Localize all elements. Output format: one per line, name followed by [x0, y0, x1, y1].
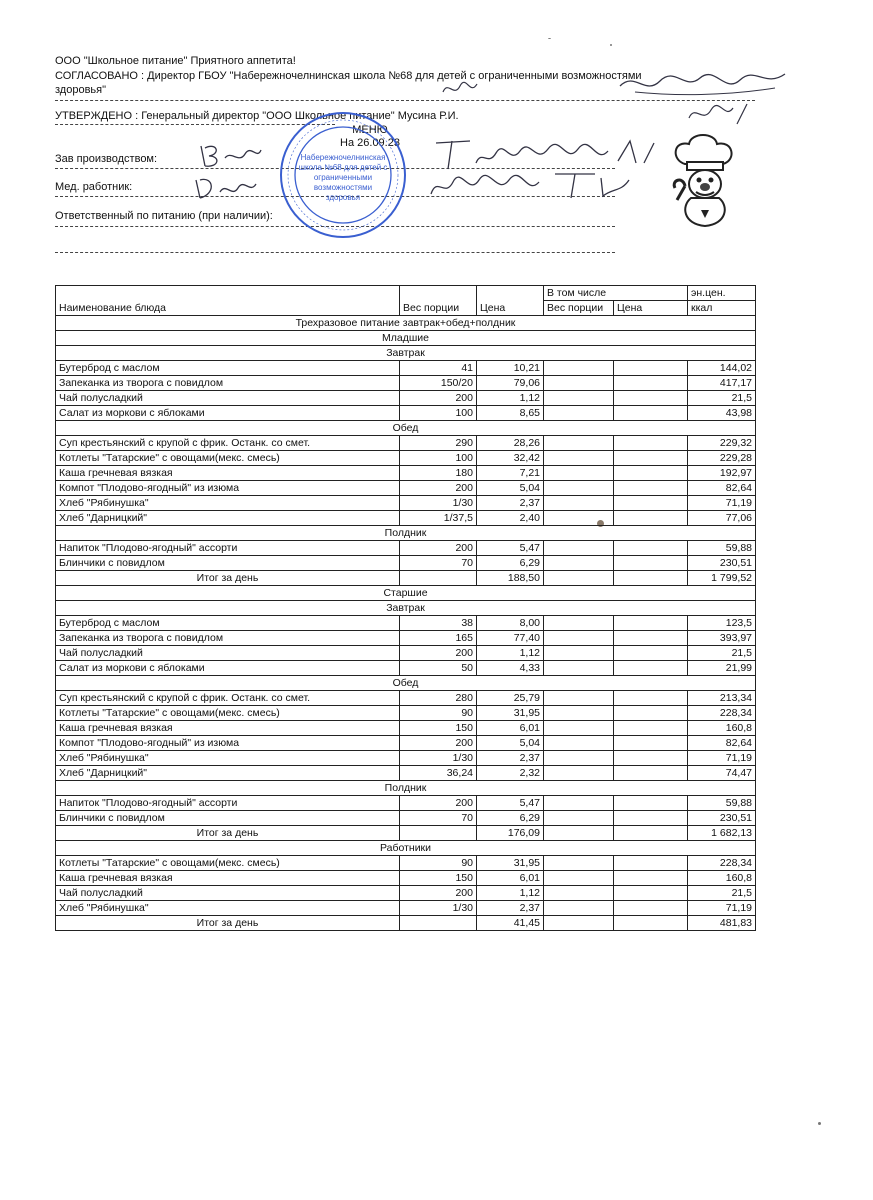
dish-incl-weight [544, 631, 614, 646]
dish-weight: 38 [400, 616, 477, 631]
dish-name: Салат из моркови с яблоками [56, 406, 400, 421]
signature-approved [685, 100, 755, 128]
menu-date: На 26.09.23 [340, 137, 400, 149]
svg-text:ограниченными: ограниченными [313, 173, 373, 182]
production-head-label: Зав производством: [55, 153, 158, 165]
col-header-price: Цена [477, 286, 544, 316]
dish-incl-price [614, 391, 688, 406]
table-row [56, 496, 756, 511]
total-weight [400, 826, 477, 841]
dish-name: Чай полусладкий [56, 886, 400, 901]
section-row [56, 781, 756, 796]
total-kcal: 481,83 [688, 916, 756, 931]
dish-incl-price [614, 436, 688, 451]
section-label: Работники [56, 841, 756, 856]
dish-name: Каша гречневая вязкая [56, 466, 400, 481]
dish-name: Блинчики с повидлом [56, 556, 400, 571]
dish-weight: 1/30 [400, 496, 477, 511]
company-line: ООО "Школьное питание" Приятного аппетита! [55, 55, 296, 67]
total-row [56, 571, 756, 586]
dish-weight: 70 [400, 811, 477, 826]
table-row [56, 541, 756, 556]
svg-text:возможностями: возможностями [313, 183, 373, 192]
dish-incl-price [614, 721, 688, 736]
table-row [56, 361, 756, 376]
dish-incl-weight [544, 451, 614, 466]
dish-weight: 180 [400, 466, 477, 481]
total-weight [400, 571, 477, 586]
medic-label: Мед. работник: [55, 181, 133, 193]
dish-incl-weight [544, 541, 614, 556]
dish-kcal: 82,64 [688, 736, 756, 751]
section-row [56, 331, 756, 346]
dish-incl-price [614, 376, 688, 391]
section-label: Полдник [56, 526, 756, 541]
dish-incl-weight [544, 646, 614, 661]
dish-kcal: 192,97 [688, 466, 756, 481]
dish-name: Хлеб "Рябинушка" [56, 751, 400, 766]
section-label: Завтрак [56, 346, 756, 361]
dish-name: Хлеб "Дарницкий" [56, 511, 400, 526]
table-row [56, 661, 756, 676]
dish-price: 1,12 [477, 391, 544, 406]
total-price: 176,09 [477, 826, 544, 841]
dish-incl-weight [544, 616, 614, 631]
dish-price: 7,21 [477, 466, 544, 481]
dish-kcal: 229,32 [688, 436, 756, 451]
dish-incl-price [614, 361, 688, 376]
dish-kcal: 74,47 [688, 766, 756, 781]
dish-price: 4,33 [477, 661, 544, 676]
section-label: Полдник [56, 781, 756, 796]
dish-price: 8,00 [477, 616, 544, 631]
dish-price: 2,40 [477, 511, 544, 526]
dish-kcal: 71,19 [688, 496, 756, 511]
dish-price: 32,42 [477, 451, 544, 466]
table-row [56, 436, 756, 451]
section-label: Старшие [56, 586, 756, 601]
svg-text:Набережночелнинская: Набережночелнинская [300, 153, 386, 162]
col-header-kcal: ккал [688, 301, 756, 316]
section-label: Обед [56, 676, 756, 691]
total-incl-weight [544, 826, 614, 841]
dish-name: Котлеты "Татарские" с овощами(мекс. смесь) [56, 706, 400, 721]
scan-speck [548, 38, 551, 39]
dish-incl-weight [544, 706, 614, 721]
dish-weight: 200 [400, 391, 477, 406]
section-row [56, 346, 756, 361]
dish-incl-weight [544, 496, 614, 511]
total-price: 41,45 [477, 916, 544, 931]
dish-kcal: 230,51 [688, 556, 756, 571]
dish-incl-price [614, 691, 688, 706]
dish-weight: 150 [400, 721, 477, 736]
dish-kcal: 417,17 [688, 376, 756, 391]
dish-weight: 41 [400, 361, 477, 376]
dish-incl-price [614, 706, 688, 721]
dish-incl-price [614, 766, 688, 781]
dish-kcal: 21,5 [688, 646, 756, 661]
school-stamp [278, 110, 408, 240]
plan-label: Трехразовое питание завтрак+обед+полдник [56, 316, 756, 331]
dish-kcal: 77,06 [688, 511, 756, 526]
dish-name: Хлеб "Дарницкий" [56, 766, 400, 781]
col-header-incl-weight: Вес порции [544, 301, 614, 316]
dish-kcal: 160,8 [688, 871, 756, 886]
dish-incl-weight [544, 811, 614, 826]
signature-medic-name [425, 168, 635, 204]
dish-kcal: 123,5 [688, 616, 756, 631]
approved-line: УТВЕРЖДЕНО : Генеральный директор "ООО Школьное питание" Мусина Р.И. [55, 110, 459, 122]
dish-incl-price [614, 661, 688, 676]
signature-director [615, 66, 790, 104]
agreed-line-cont: здоровья" [55, 84, 107, 96]
dish-kcal: 21,99 [688, 661, 756, 676]
svg-text:школа №68 для детей с: школа №68 для детей с [298, 163, 388, 172]
dish-incl-price [614, 481, 688, 496]
dish-price: 28,26 [477, 436, 544, 451]
dish-weight: 200 [400, 736, 477, 751]
section-row [56, 586, 756, 601]
dish-incl-weight [544, 721, 614, 736]
dish-weight: 200 [400, 796, 477, 811]
dish-name: Суп крестьянский с крупой с фрик. Останк. со смет. [56, 691, 400, 706]
dish-kcal: 59,88 [688, 541, 756, 556]
table-row [56, 451, 756, 466]
dish-incl-price [614, 556, 688, 571]
plan-row [56, 316, 756, 331]
dish-kcal: 230,51 [688, 811, 756, 826]
dish-incl-weight [544, 856, 614, 871]
dish-kcal: 43,98 [688, 406, 756, 421]
dish-incl-price [614, 541, 688, 556]
table-row [56, 751, 756, 766]
dish-incl-weight [544, 736, 614, 751]
dish-price: 2,37 [477, 901, 544, 916]
dish-name: Блинчики с повидлом [56, 811, 400, 826]
dish-weight: 1/30 [400, 751, 477, 766]
dish-name: Суп крестьянский с крупой с фрик. Останк. со смет. [56, 436, 400, 451]
total-label: Итог за день [56, 916, 400, 931]
dish-kcal: 213,34 [688, 691, 756, 706]
dish-incl-weight [544, 361, 614, 376]
dish-incl-weight [544, 466, 614, 481]
total-incl-weight [544, 916, 614, 931]
dish-price: 2,32 [477, 766, 544, 781]
col-header-name: Наименование блюда [56, 286, 400, 316]
dish-price: 6,29 [477, 811, 544, 826]
dish-incl-weight [544, 751, 614, 766]
dish-kcal: 21,5 [688, 391, 756, 406]
table-row [56, 721, 756, 736]
dish-name: Запеканка из творога с повидлом [56, 631, 400, 646]
dish-incl-price [614, 886, 688, 901]
total-weight [400, 916, 477, 931]
dish-incl-price [614, 796, 688, 811]
dish-price: 2,37 [477, 496, 544, 511]
dish-name: Хлеб "Рябинушка" [56, 901, 400, 916]
col-header-incl-price: Цена [614, 301, 688, 316]
table-row [56, 376, 756, 391]
dish-price: 1,12 [477, 646, 544, 661]
section-row [56, 841, 756, 856]
dish-name: Котлеты "Татарские" с овощами(мекс. смесь) [56, 856, 400, 871]
dish-price: 79,06 [477, 376, 544, 391]
dish-incl-price [614, 451, 688, 466]
dish-price: 8,65 [477, 406, 544, 421]
table-row [56, 766, 756, 781]
dish-weight: 200 [400, 541, 477, 556]
table-header-row [56, 286, 756, 301]
section-row [56, 601, 756, 616]
dish-price: 6,01 [477, 871, 544, 886]
table-row [56, 631, 756, 646]
dish-price: 31,95 [477, 856, 544, 871]
dish-weight: 200 [400, 481, 477, 496]
total-kcal: 1 682,13 [688, 826, 756, 841]
table-row [56, 481, 756, 496]
table-row [56, 466, 756, 481]
dish-weight: 50 [400, 661, 477, 676]
table-row [56, 616, 756, 631]
dish-kcal: 82,64 [688, 481, 756, 496]
table-row [56, 901, 756, 916]
dish-incl-price [614, 496, 688, 511]
dish-name: Бутерброд с маслом [56, 616, 400, 631]
dish-weight: 280 [400, 691, 477, 706]
dish-price: 31,95 [477, 706, 544, 721]
table-row [56, 736, 756, 751]
dish-incl-price [614, 736, 688, 751]
dish-name: Чай полусладкий [56, 391, 400, 406]
dish-incl-price [614, 751, 688, 766]
dish-incl-weight [544, 391, 614, 406]
dish-incl-price [614, 406, 688, 421]
table-row [56, 691, 756, 706]
section-label: Завтрак [56, 601, 756, 616]
dish-weight: 90 [400, 706, 477, 721]
dish-weight: 200 [400, 886, 477, 901]
dish-weight: 70 [400, 556, 477, 571]
svg-text:здоровья: здоровья [325, 193, 361, 202]
total-label: Итог за день [56, 826, 400, 841]
table-row [56, 811, 756, 826]
dish-incl-weight [544, 481, 614, 496]
dish-price: 25,79 [477, 691, 544, 706]
section-label: Обед [56, 421, 756, 436]
dish-incl-price [614, 466, 688, 481]
total-label: Итог за день [56, 571, 400, 586]
dish-kcal: 229,28 [688, 451, 756, 466]
dish-kcal: 160,8 [688, 721, 756, 736]
col-header-weight: Вес порции [400, 286, 477, 316]
dish-incl-weight [544, 886, 614, 901]
dish-incl-price [614, 631, 688, 646]
table-row [56, 856, 756, 871]
total-row [56, 826, 756, 841]
dish-name: Напиток "Плодово-ягодный" ассорти [56, 796, 400, 811]
dish-incl-weight [544, 901, 614, 916]
table-row [56, 886, 756, 901]
menu-title: МЕНЮ [352, 124, 388, 136]
dish-kcal: 228,34 [688, 706, 756, 721]
total-incl-price [614, 916, 688, 931]
dish-incl-weight [544, 766, 614, 781]
dish-incl-weight [544, 871, 614, 886]
table-row [56, 406, 756, 421]
dish-name: Напиток "Плодово-ягодный" ассорти [56, 541, 400, 556]
dish-kcal: 21,5 [688, 886, 756, 901]
table-row [56, 391, 756, 406]
total-incl-weight [544, 571, 614, 586]
dish-weight: 150 [400, 871, 477, 886]
total-incl-price [614, 571, 688, 586]
dish-kcal: 71,19 [688, 901, 756, 916]
dish-incl-weight [544, 556, 614, 571]
section-row [56, 526, 756, 541]
dish-incl-weight [544, 511, 614, 526]
dish-weight: 90 [400, 856, 477, 871]
section-label: Младшие [56, 331, 756, 346]
section-row [56, 421, 756, 436]
signature-line [55, 252, 615, 253]
table-row [56, 556, 756, 571]
dish-incl-weight [544, 436, 614, 451]
signature-medic [190, 172, 260, 202]
signature-initials [440, 78, 480, 100]
dish-name: Каша гречневая вязкая [56, 721, 400, 736]
dish-incl-weight [544, 376, 614, 391]
dish-price: 5,47 [477, 541, 544, 556]
dish-incl-price [614, 871, 688, 886]
total-incl-price [614, 826, 688, 841]
scan-speck [818, 1122, 821, 1125]
dish-weight: 36,24 [400, 766, 477, 781]
dish-name: Запеканка из творога с повидлом [56, 376, 400, 391]
section-row [56, 676, 756, 691]
dish-name: Салат из моркови с яблоками [56, 661, 400, 676]
dish-price: 6,29 [477, 556, 544, 571]
table-row [56, 511, 756, 526]
table-row [56, 871, 756, 886]
table-row [56, 796, 756, 811]
dish-name: Чай полусладкий [56, 646, 400, 661]
dish-price: 5,04 [477, 481, 544, 496]
col-header-energy: эн.цен. [688, 286, 756, 301]
dish-kcal: 144,02 [688, 361, 756, 376]
dish-incl-price [614, 646, 688, 661]
total-price: 188,50 [477, 571, 544, 586]
dish-weight: 100 [400, 406, 477, 421]
dish-incl-price [614, 901, 688, 916]
dish-price: 10,21 [477, 361, 544, 376]
dish-weight: 200 [400, 646, 477, 661]
dish-name: Хлеб "Рябинушка" [56, 496, 400, 511]
scan-speck [610, 44, 612, 46]
dish-price: 5,04 [477, 736, 544, 751]
dish-incl-weight [544, 406, 614, 421]
dish-kcal: 393,97 [688, 631, 756, 646]
signature-production-head [195, 140, 265, 170]
table-row [56, 706, 756, 721]
dish-incl-price [614, 616, 688, 631]
dish-weight: 1/37,5 [400, 511, 477, 526]
dish-name: Каша гречневая вязкая [56, 871, 400, 886]
dish-weight: 150/20 [400, 376, 477, 391]
dish-weight: 165 [400, 631, 477, 646]
dish-incl-price [614, 511, 688, 526]
dish-incl-weight [544, 661, 614, 676]
dish-incl-weight [544, 691, 614, 706]
dish-price: 2,37 [477, 751, 544, 766]
col-header-included: В том числе [544, 286, 688, 301]
menu-table [55, 285, 756, 931]
dish-incl-price [614, 856, 688, 871]
dish-name: Бутерброд с маслом [56, 361, 400, 376]
dish-weight: 290 [400, 436, 477, 451]
total-kcal: 1 799,52 [688, 571, 756, 586]
dish-incl-price [614, 811, 688, 826]
dish-price: 6,01 [477, 721, 544, 736]
dish-incl-weight [544, 796, 614, 811]
dish-weight: 100 [400, 451, 477, 466]
table-row [56, 646, 756, 661]
dish-name: Компот "Плодово-ягодный" из изюма [56, 481, 400, 496]
dish-price: 77,40 [477, 631, 544, 646]
responsible-label: Ответственный по питанию (при наличии): [55, 210, 273, 222]
dish-kcal: 228,34 [688, 856, 756, 871]
total-row [56, 916, 756, 931]
dish-kcal: 59,88 [688, 796, 756, 811]
dish-price: 5,47 [477, 796, 544, 811]
dish-kcal: 71,19 [688, 751, 756, 766]
chef-logo-icon [665, 130, 745, 230]
agreed-line: СОГЛАСОВАНО : Директор ГБОУ "Набережночелнинская школа №68 для детей с ограниченными возможностями [55, 70, 642, 82]
dish-price: 1,12 [477, 886, 544, 901]
dish-name: Компот "Плодово-ягодный" из изюма [56, 736, 400, 751]
dish-weight: 1/30 [400, 901, 477, 916]
dish-name: Котлеты "Татарские" с овощами(мекс. смесь) [56, 451, 400, 466]
